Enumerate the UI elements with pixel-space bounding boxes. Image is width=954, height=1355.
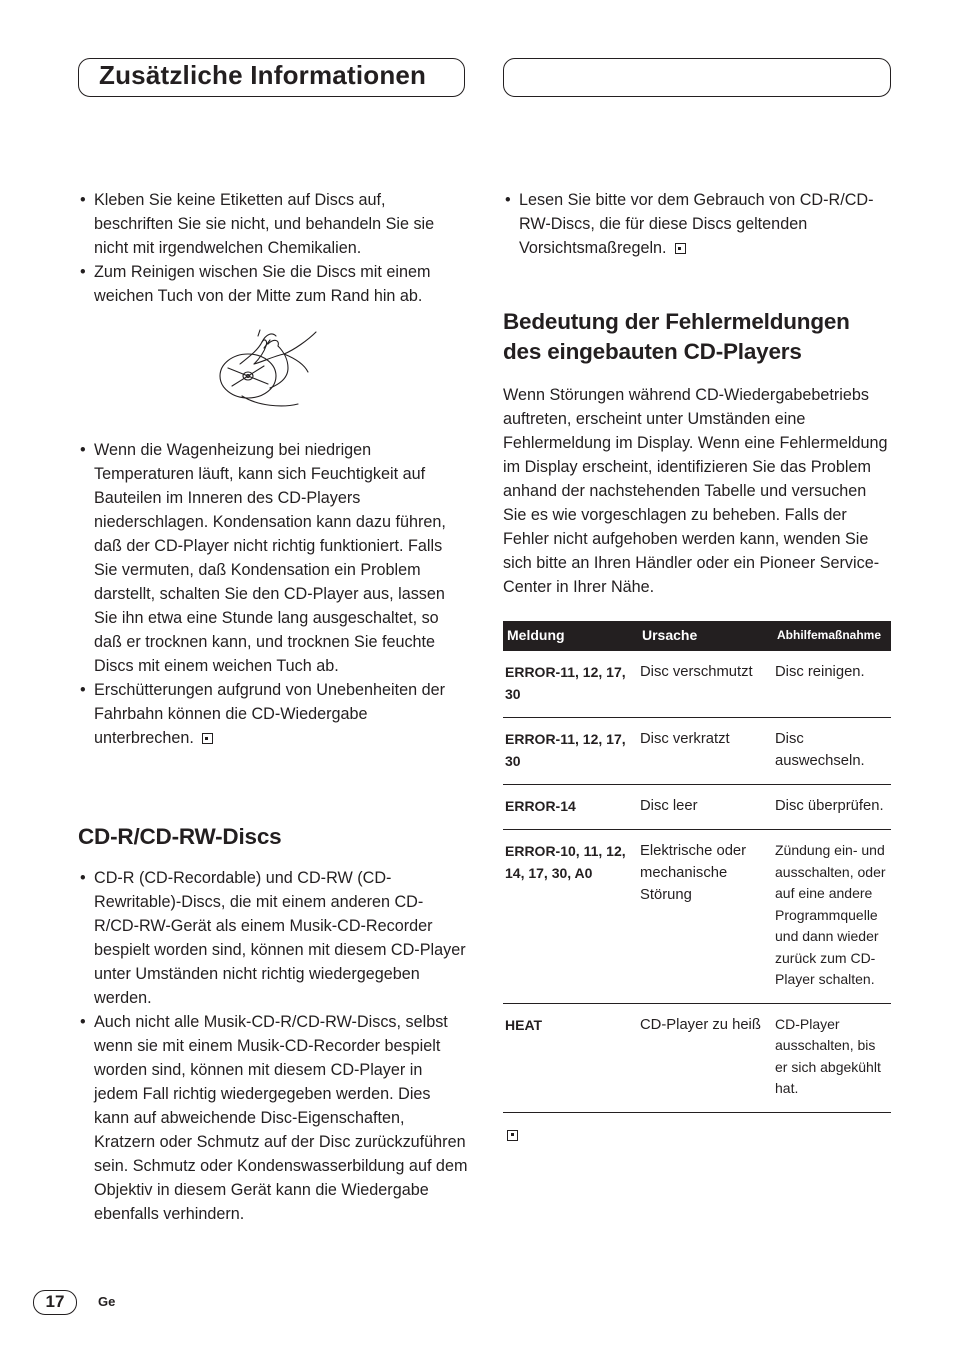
list-item: • Auch nicht alle Musik-CD-R/CD-RW-Discs, selbst wenn sie mit einem Musik-CD-Recorder bespielt worden sind, können mit diesem CD-Player in jedem Fall richtig wiedergegeben werden. Dies kann auf abweichende Disc-Eigenschaften, Kratzern oder Schmutz auf der Disc zurückzuführen sein. Schmutz oder Kondenswasserbildung auf dem Objektiv in diesem Gerät kann die Wiedergabe ebenfalls verhindern. xyxy=(78,1010,468,1226)
error-action: Disc überprüfen. xyxy=(773,785,891,830)
error-code: ERROR-10, 11, 12, 14, 17, 30, A0 xyxy=(503,830,638,1004)
language-code: Ge xyxy=(98,1294,116,1309)
list-item: • Zum Reinigen wischen Sie die Discs mit einem weichen Tuch von der Mitte zum Rand hin ab. xyxy=(78,260,468,308)
list-item: • Lesen Sie bitte vor dem Gebrauch von CD-R/CD-RW-Discs, die für diese Discs geltenden Vorsichtsmaßregeln. xyxy=(503,188,893,260)
error-cause: Disc verschmutzt xyxy=(638,651,773,718)
header-title-box xyxy=(78,58,465,97)
column-header-ursache: Ursache xyxy=(638,621,773,651)
table-row xyxy=(503,718,891,785)
column-header-meldung: Meldung xyxy=(503,621,638,651)
table-row xyxy=(503,1003,891,1112)
right-column xyxy=(503,188,893,1147)
error-cause: Elektrische oder mechanische Störung xyxy=(638,830,773,1004)
end-mark-icon xyxy=(675,243,686,254)
page-title: Zusätzliche Informationen xyxy=(99,60,427,90)
list-item: • CD-R (CD-Recordable) und CD-RW (CD-Rewritable)-Discs, die mit einem anderen CD-R/CD-RW-Gerät als einem Musik-CD-Recorder bespielt worden sind, können mit diesem CD-Player unter Umständen nicht richtig wiedergegeben werden. xyxy=(78,866,468,1010)
end-mark-icon xyxy=(202,733,213,744)
cdr-precaution-list xyxy=(503,188,893,260)
error-action: CD-Player ausschalten, bis er sich abgekühlt hat. xyxy=(773,1003,891,1112)
error-code: HEAT xyxy=(503,1003,638,1112)
disc-wiping-illustration xyxy=(218,328,328,414)
error-cause: Disc verkratzt xyxy=(638,718,773,785)
error-code: ERROR-11, 12, 17, 30 xyxy=(503,718,638,785)
page-number: 17 xyxy=(33,1290,77,1315)
error-action: Zündung ein- und ausschalten, oder auf eine andere Programmquelle und dann wieder zurück zum CD-Player schalten. xyxy=(773,830,891,1004)
care-list xyxy=(78,188,468,308)
error-cause: CD-Player zu heiß xyxy=(638,1003,773,1112)
error-code: ERROR-14 xyxy=(503,785,638,830)
cdr-section-heading: CD-R/CD-RW-Discs xyxy=(78,824,282,849)
error-action: Disc reinigen. xyxy=(773,651,891,718)
error-cause: Disc leer xyxy=(638,785,773,830)
error-table xyxy=(503,621,891,1113)
error-intro: Wenn Störungen während CD-Wiedergabebetriebs auftreten, erscheint unter Umständen eine Fehlermeldung im Display. Wenn eine Fehlermeldung im Display erscheint, identifizieren Sie das Problem anhand der nachstehenden Tabelle und versuchen Sie es wie vorgeschlagen zu beheben. Falls der Fehler nicht aufgehoben werden kann, wenden Sie sich bitte an Ihren Händler oder ein Pioneer Service-Center in Ihrer Nähe. xyxy=(503,386,888,596)
error-code: ERROR-11, 12, 17, 30 xyxy=(503,651,638,718)
table-row xyxy=(503,651,891,718)
list-item: • Kleben Sie keine Etiketten auf Discs auf, beschriften Sie sie nicht, und behandeln Sie sie nicht mit irgendwelchen Chemikalien. xyxy=(78,188,468,260)
table-end xyxy=(503,1123,893,1147)
condensation-list xyxy=(78,438,468,750)
error-section-heading: Bedeutung der Fehlermeldungen des eingebauten CD-Players xyxy=(503,309,850,364)
list-item: • Erschütterungen aufgrund von Unebenheiten der Fahrbahn können die CD-Wiedergabe unterbrechen. xyxy=(78,678,468,750)
left-column xyxy=(78,188,468,1226)
error-action: Disc auswechseln. xyxy=(773,718,891,785)
table-row xyxy=(503,785,891,830)
header-right-box xyxy=(503,58,891,97)
cdr-list xyxy=(78,866,468,1226)
end-mark-icon xyxy=(507,1130,518,1141)
column-header-abhilfe: Abhilfemaßnahme xyxy=(773,621,891,651)
table-row xyxy=(503,830,891,1004)
table-header-row xyxy=(503,621,891,651)
list-item: • Wenn die Wagenheizung bei niedrigen Temperaturen läuft, kann sich Feuchtigkeit auf Bauteilen im Inneren des CD-Players niederschlagen. Kondensation kann dazu führen, daß der CD-Player nicht richtig funktioniert. Falls Sie vermuten, daß Kondensation ein Problem darstellt, schalten Sie den CD-Player aus, lassen Sie ihn etwa eine Stunde lang ausgeschaltet, so daß er trocknen kann, und trocknen Sie feuchte Discs mit einem weichen Tuch ab. xyxy=(78,438,468,678)
